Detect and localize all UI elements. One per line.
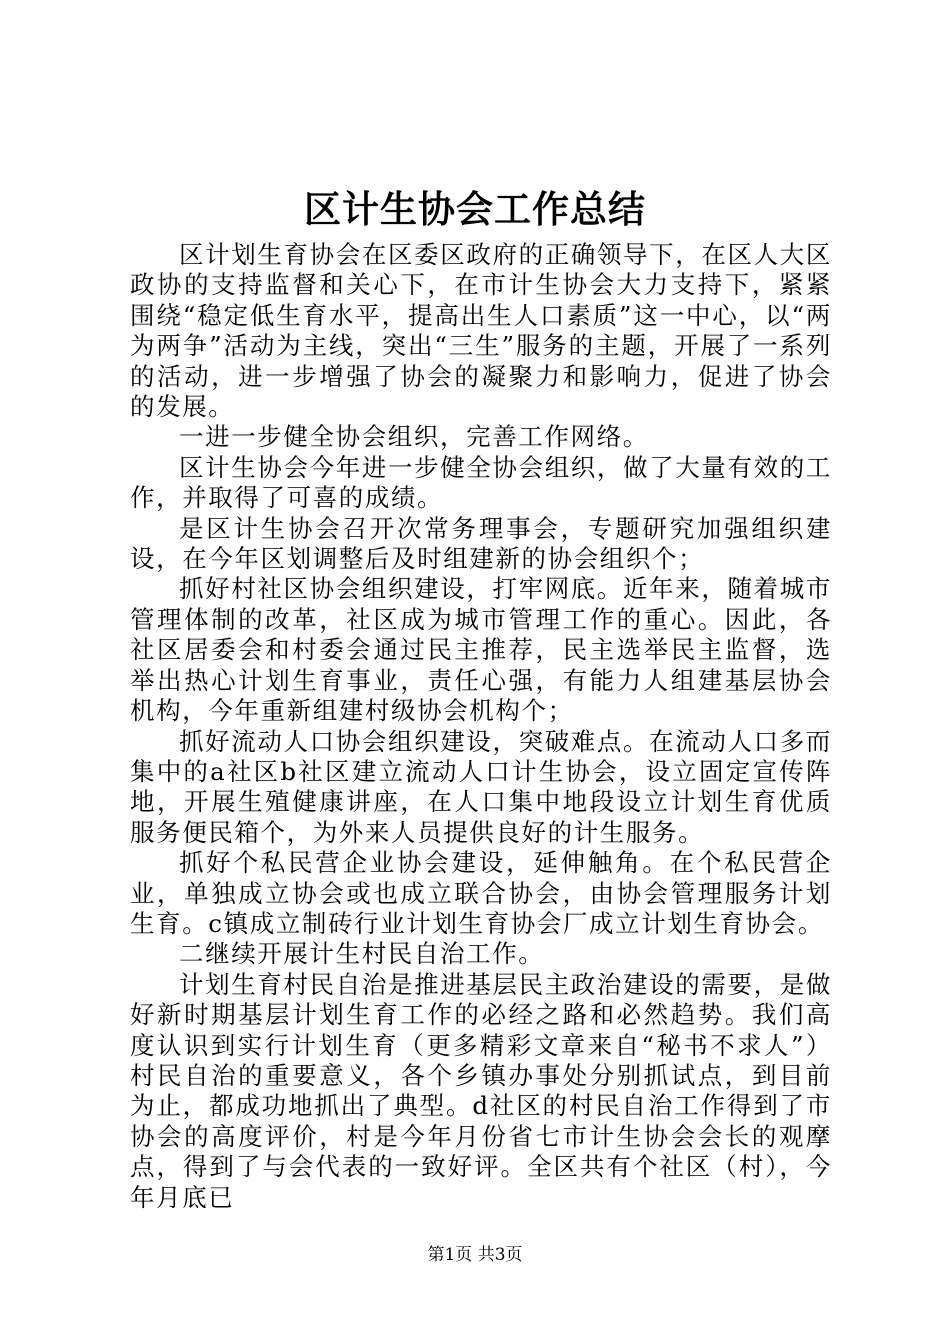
section-heading: 一进一步健全协会组织，完善工作网络。: [179, 422, 649, 452]
paragraph: 抓好个私民营企业协会建设，延伸触角。在个私民营企业，单独成立协会或也成立联合协会，由协会管理服务计划生育。c镇成立制砖行业计划生育协会厂成立计划生育协会。: [130, 848, 832, 938]
document-title: 区计生协会工作总结: [304, 187, 646, 231]
paragraph: 区计生协会今年进一步健全协会组织，做了大量有效的工作，并取得了可喜的成绩。: [130, 452, 832, 513]
page-number-footer: 第1页 共3页: [427, 1245, 523, 1265]
paragraph: 是区计生协会召开次常务理事会，专题研究加强组织建设，在今年区划调整后及时组建新的协会组织个；: [130, 513, 832, 574]
paragraph: 计划生育村民自治是推进基层民主政治建设的需要，是做好新时期基层计划生育工作的必经之路和必然趋势。我们高度认识到实行计划生育（更多精彩文章来自“秘书不求人”）村民自治的重要意义，各个乡镇办事处分别抓试点，到目前为止，都成功地抓出了典型。d社区的村民自治工作得到了市协会的高度评价，村是今年月份省七市计生协会会长的观摩点，得到了与会代表的一致好评。全区共有个社区（村），今年月底已: [130, 969, 832, 1212]
paragraph: 区计划生育协会在区委区政府的正确领导下，在区人大区政协的支持监督和关心下，在市计生协会大力支持下，紧紧围绕“稳定低生育水平，提高出生人口素质”这一中心，以“两为两争”活动为主线，突出“三生”服务的主题，开展了一系列的活动，进一步增强了协会的凝聚力和影响力，促进了协会的发展。: [130, 240, 832, 422]
paragraph: 抓好流动人口协会组织建设，突破难点。在流动人口多而集中的a社区b社区建立流动人口计生协会，设立固定宣传阵地，开展生殖健康讲座，在人口集中地段设立计划生育优质服务便民箱个，为外来人员提供良好的计生服务。: [130, 726, 832, 847]
document-body: [130, 240, 832, 1213]
section-heading: 二继续开展计生村民自治工作。: [179, 939, 545, 969]
paragraph: 抓好村社区协会组织建设，打牢网底。近年来，随着城市管理体制的改革，社区成为城市管理工作的重心。因此，各社区居委会和村委会通过民主推荐，民主选举民主监督，选举出热心计划生育事业，责任心强，有能力人组建基层协会机构，今年重新组建村级协会机构个；: [130, 574, 832, 726]
